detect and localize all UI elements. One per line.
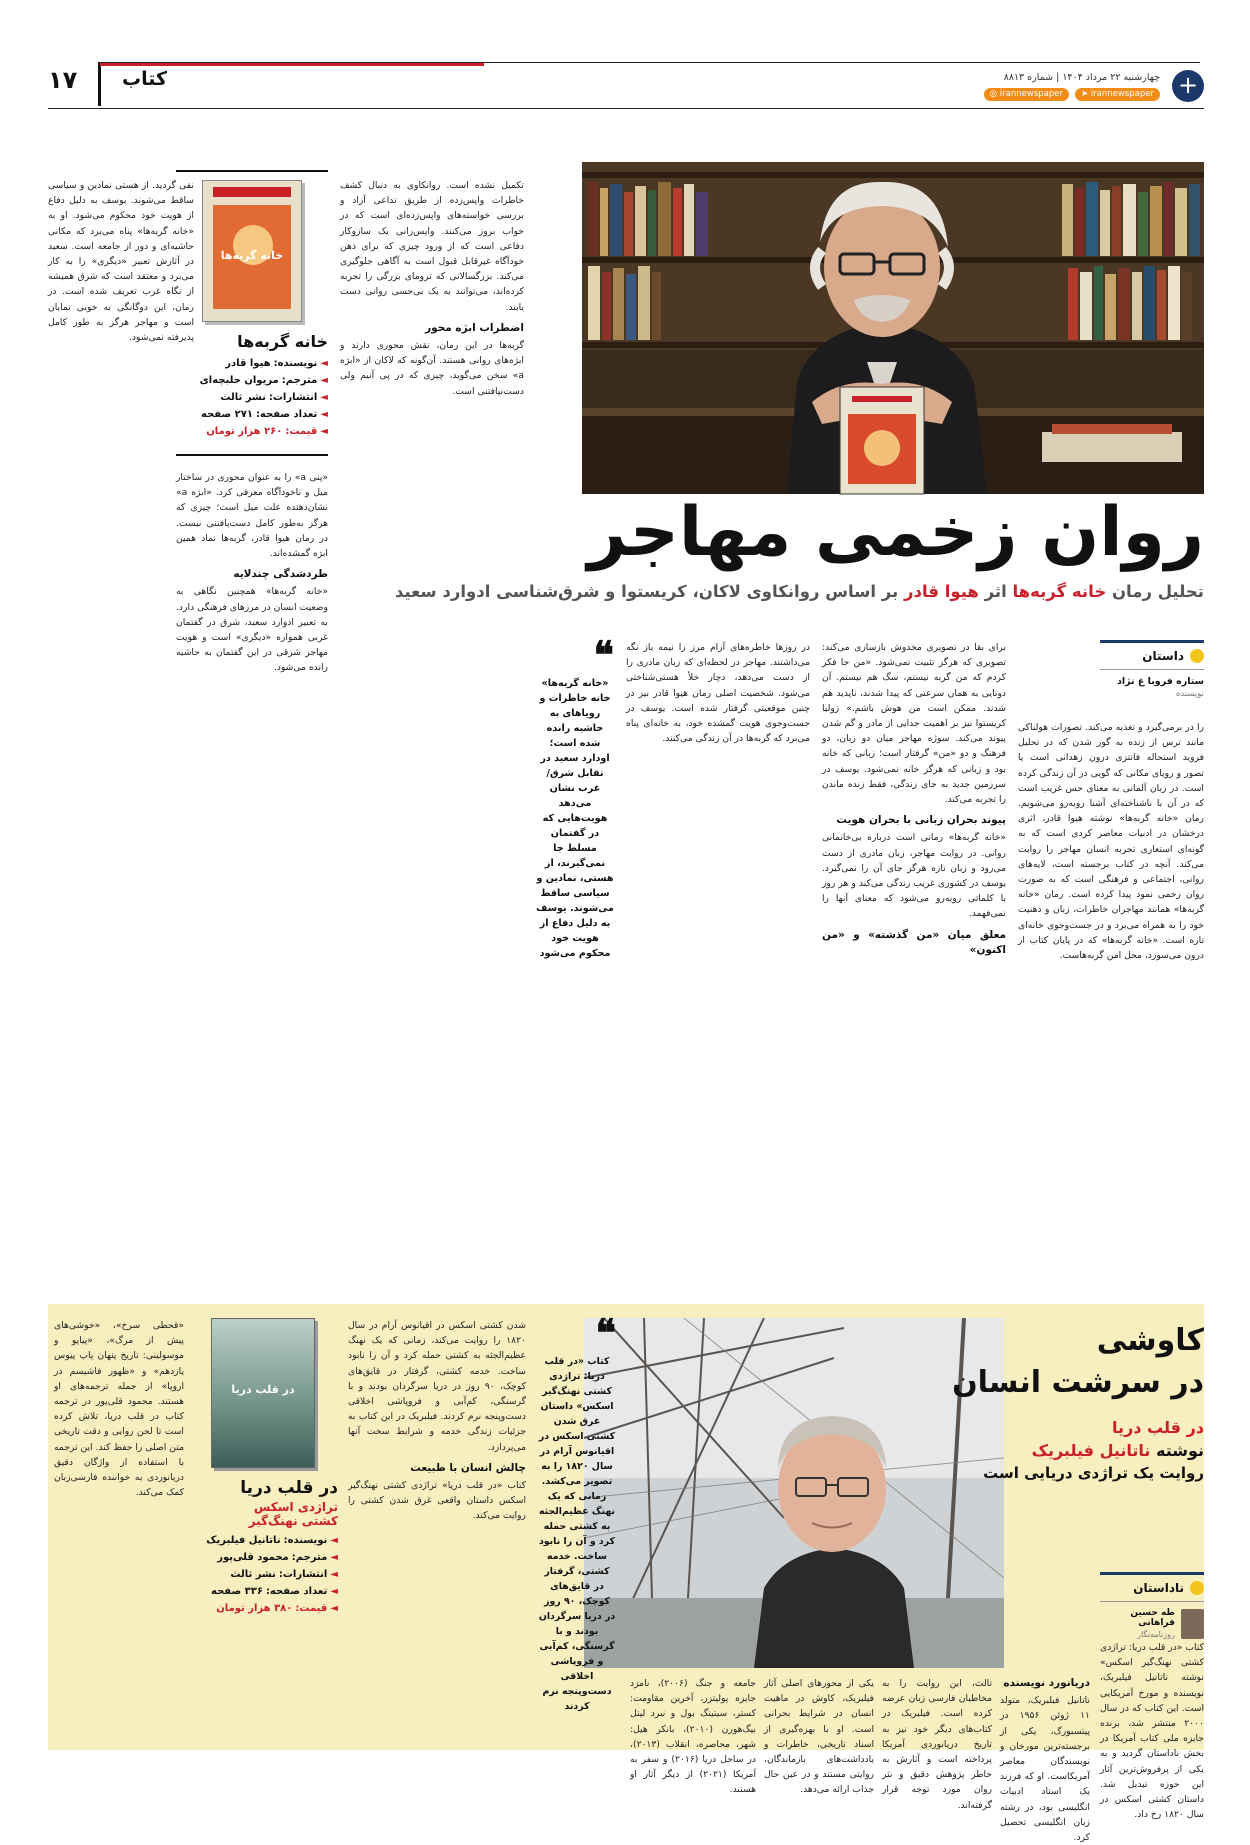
paragraph: در روزها خاطره‌های آرام مرز را نیمه باز نگه می‌داشتند. مهاجر در لحظه‌ای که زبان مادری را از دست می‌دهد، دچار خلأ هستی‌شناختی می‌شود. شخصیت اصلی رمان هیوا قادر نیز در چنین موقعیتی گرفتار شده است. یوسف در جست‌وجوی هویت گمشده خود، به خانه‌ای پناه می‌برد که گربه‌ها در آن زندگی می‌کنند.: [626, 642, 810, 745]
headline-line-2: در سرشت انسان: [952, 1365, 1204, 1400]
article2-column-3: [764, 1676, 874, 1796]
article-title: روان زخمی مهاجر: [587, 493, 1204, 572]
telegram-icon: ➤: [1080, 89, 1089, 99]
deck-book-name: در قلب دریا: [1112, 1418, 1204, 1437]
book-details: ◄ نویسنده: ناتانیل فیلبریک ◄ مترجم: محمود قلی‌پور ◄ انتشارات: نشر ثالث ◄ تعداد صفحه: ۳۳۶ صفحه ◄ قیمت: ۳۸۰ هزار تومان: [206, 1535, 338, 1614]
book-info-box: [176, 170, 328, 456]
subheading: معلق میان «من گذشته» و «من اکنون»: [822, 928, 1006, 956]
cover-title: خانه گربه‌ها: [220, 249, 284, 262]
paragraph: جامعه و جنگ (۲۰۰۶)، نامزد جایزه پولیتزر، آخرین مقاومت: کستر، سیتینگ بول و نبرد لیتل بیگ‌هورن (۲۰۱۰)، بانکر هیل: شهر، محاصره، انقلاب (۲۰۱۳)، در ساحل دریا (۲۰۱۶) و سفر به آمریکا (۲۰۲۱) از دیگر آثار او هستند.: [630, 1678, 756, 1796]
author-photo-philbrick: [584, 1318, 1004, 1668]
pull-quote-text: کتاب «در قلب دریا: تراژدی کشتی نهنگ‌گیر اسکس» داستان غرق شدن کشتی اسکس در اقیانوس آرام در سال ۱۸۲۰ را به تصویر می‌کشد. زمانی که یک نهنگ عظیم‌الجثه به کشتی حمله کرد و آن را نابود ساخت. خدمه کشتی، گرفتار در قایق‌های کوچک، ۹۰ روز در دریا سرگردان بودند و با گرسنگی، کم‌آبی و فروپاشی اخلاقی دست‌وپنجه نرم کردند: [538, 1356, 616, 1712]
paragraph: تالث، این روایت را به مخاطبان فارسی زبان عرضه کرده است. فیلبریک در کتاب‌های دیگر خود نیز به تاریخ دریانوردی آمریکا پرداخته است و آثارش به خاطر پژوهش دقیق و نثر روان مورد توجه قرار گرفته‌اند.: [882, 1678, 992, 1811]
social-badge[interactable]: [1075, 88, 1160, 101]
article2-column-2: [882, 1676, 992, 1811]
category-box: [1100, 640, 1204, 699]
cover-title: در قلب دریا: [231, 1383, 295, 1396]
header-top-rule: [100, 62, 1200, 63]
article1-column-3: [626, 640, 810, 1272]
deck-description: روایت یک تراژدی دریایی است: [983, 1464, 1204, 1482]
paragraph: گربه‌ها در این رمان، نقش محوری دارند و ابژه‌های روانی هستند. آن‌گونه که لاکان از «ابژه a» سخن می‌گوید، چیزی که در پی آنیم ولی دست‌نیافتنی است.: [340, 340, 524, 397]
deck-text: نوشته: [1150, 1441, 1204, 1460]
subtitle-text: بر اساس روانکاوی لاکان، کریستوا و شرق‌شناسی ادوارد سعید: [394, 582, 904, 601]
paragraph: کتاب «در قلب دریا: تراژدی کشتی نهنگ‌گیر اسکس» نوشته ناتانیل فیلبریک، نویسنده و مورخ آمریکایی است. این کتاب که در سال ۲۰۰۰ منتشر شد، برنده جایزه ملی کتاب آمریکا در بخش ناداستان گردید و به یکی از پرفروش‌ترین آثار این حوزه تبدیل شد. داستان کشتی اسکس در سال ۱۸۲۰ رخ داد.: [1100, 1642, 1204, 1821]
category-dot: [1190, 649, 1204, 663]
ship-rigging-scene: [584, 1318, 1004, 1668]
subtitle-text: اثر: [978, 582, 1013, 601]
byline-name: طه حسین فراهانی: [1130, 1608, 1175, 1628]
page-header: [48, 62, 1204, 112]
article1-column-1-top: [1018, 640, 1090, 718]
quote-icon: ❝: [595, 1310, 616, 1355]
subheading: اضطراب ابژه محور: [425, 321, 524, 334]
cover-band: [213, 187, 291, 197]
article2-column-6: [54, 1318, 184, 1746]
book-cover: [202, 180, 302, 322]
social-badge[interactable]: [984, 88, 1069, 101]
section-title: کتاب: [122, 68, 168, 90]
deck-author: [1014, 1441, 1204, 1460]
paragraph: برای بقا در تصویری مخدوش بازسازی می‌کند: تصویری که هرگز تثبیت نمی‌شود. «من جا فکر کردم که من گربه نیستم، سگ هم نیستم. آن دوتایی به همان سرعتی که پیدا شدند، ناپدید هم شدند. ممکن است من هوش باشم.» زولیا کریستوا نیز بر اهمیت جدایی از مادر و گم شدن پیوند می‌کند. سوژه مهاجر میان دو زبان، دو فرهنگ و دو «من» گرفتار است؛ زبانی که خانه بود و زبانی که هرگز خانه نمی‌شود. یوسف در سرزمین جدید به جای زندگی، فقط زنده ماندن را تجربه می‌کند.: [822, 642, 1006, 806]
book-details: ◄ نویسنده: هیوا قادر ◄ مترجم: مریوان حلبچه‌ای ◄ انتشارات: نشر ثالث ◄ تعداد صفحه: ۲۷۱ صفحه ◄ قیمت: ۲۶۰ هزار تومان: [199, 358, 328, 437]
subtitle-author-name: هیوا قادر: [903, 582, 979, 601]
header-bottom-rule: [48, 108, 1204, 109]
book-title: در قلب دریا: [240, 1478, 338, 1498]
author-photo-hiwa-qader: [582, 162, 1204, 494]
paragraph: شدن کشتی اسکس در اقیانوس آرام در سال ۱۸۲۰ را روایت می‌کند، زمانی که یک نهنگ عظیم‌الجثه به کشتی حمله کرد و آن را نابود ساخت. خدمه کشتی، گرفتار در قایق‌های کوچک، ۹۰ روز در دریا سرگردان بودند و با گرسنگی، کم‌آبی و فروپاشی اخلاقی دست‌وپنجه نرم کردند. فیلبریک در این کتاب به جزئیات زندگی خدمه و شرایط سخت آنها می‌پردازد.: [348, 1320, 526, 1453]
paragraph: «پنی a» را به عنوان محوری در ساختار میل و ناخودآگاه معرفی کرد. «ابژه a» نشان‌دهنده علت میل است؛ چیزی که هرگز به‌طور کامل دست‌یافتنی نیست. در رمان هیوا قادر، گربه‌ها نماد همین ابژه گمشده‌اند.: [176, 472, 328, 560]
article1-column-1: [1018, 720, 1204, 1272]
social-handle: irannewspaper: [999, 89, 1063, 99]
section-divider: [98, 62, 101, 106]
book-title: خانه گربه‌ها: [237, 332, 328, 351]
held-book-cover: [840, 387, 924, 494]
pull-quote-text: «خانه گربه‌ها» خانه خاطرات و رویاهای به حاشیه رانده شده است؛ اودارد سعید در تقابل شرق/غرب نشان می‌دهد هویت‌هایی که در گفتمان مسلط جا نمی‌گیرند، از هستی، نمادین و سیاسی ساقط می‌شوند. یوسف به دلیل دفاع از هویت خود محکوم می‌شود: [536, 678, 614, 959]
article1-column-2: [822, 640, 1006, 1272]
category-label: ناداستان: [1133, 1581, 1184, 1595]
byline-role: روزنامه‌نگار: [1137, 1630, 1175, 1639]
headline-line-1: کاوشی: [1096, 1323, 1204, 1358]
book-cover: [211, 1318, 315, 1468]
bookshelf-scene: [582, 162, 1204, 494]
paragraph: «خانه گربه‌ها» همچنین نگاهی به وضعیت انسان در مرزهای فرهنگی دارد. به تعبیر ادوارد سعید، شرق در گفتمان غربی همواره «دیگری» است و هویت مهاجر شرقی در این گفتمان به حاشیه رانده می‌شود.: [176, 586, 328, 674]
page-number: ۱۷: [48, 66, 78, 94]
paragraph: یکی از محورهای اصلی آثار فیلبریک، کاوش در ماهیت انسان در شرایط بحرانی است. او با بهره‌گیری از اسناد تاریخی، خاطرات و یادداشت‌های بازماندگان، روایتی مستند و در عین حال جذاب ارائه می‌دهد.: [764, 1678, 874, 1796]
book-info-box-2: [188, 1318, 338, 1614]
article2-headline: [952, 1320, 1204, 1482]
category-box-2: [1100, 1572, 1204, 1639]
paragraph: را در برمی‌گیرد و تغذیه می‌کند. تصورات هولناکی مانند ترس از زنده به گور شدن که در تحلیل فروید استحاله فانتزی درون زهدانی است یا تصور و رویای مکانی که گویی در آن زندگی کرده است. در زبان آلمانی به معنای حس غریب است که در آن با ناشناخته‌ای آشنا روبه‌رو می‌شویم. رمان «خانه گربه‌ها» نوشته هیوا قادر، اثری درخشان در ادبیات معاصر کردی است که به گونه‌ای استعاری تجربه انسان مهاجر را روایت می‌کند. آنچه در کتاب برجسته است، لایه‌های روانی، اجتماعی و فرهنگی است که به صورت روان زخمی نمود پیدا کرده است. رمان «خانه گربه‌ها» همانند مهاجران خاطرات، زبان و ذهنیت خود را به همراه می‌برد و در جست‌وجوی خانه‌ای تازه است. «خانه گربه‌ها» که در پایان کتاب از درون می‌سوزد، محل امن گربه‌هاست.: [1018, 722, 1204, 962]
article1-column-5: [176, 470, 328, 1272]
book-subtitle-2: کشتی نهنگ‌گیر: [248, 1514, 338, 1528]
subheading: دریانورد نویسنده: [1003, 1677, 1090, 1689]
paragraph: کتاب «در قلب دریا» تراژدی کشتی نهنگ‌گیر اسکس داستان واقعی غرق شدن کشتی را روایت می‌کند.: [348, 1480, 526, 1522]
article2-column-5: [348, 1318, 526, 1746]
category-label: داستان: [1142, 649, 1184, 663]
pull-quote-2: [538, 1310, 616, 1754]
subtitle-book-name: خانه گربه‌ها: [1012, 582, 1107, 601]
subheading: چالش انسان با طبیعت: [410, 1461, 526, 1474]
paragraph: تکمیل نشده است. روانکاوی به دنبال کشف خاطرات واپس‌زده از طریق تداعی آزاد و بررسی خواسته‌های واپس‌زده‌ای است که در خواب بروز می‌کنند. واپس‌رانی یک سازوکار دفاعی است که از ورود چیزی که برای ذهن خودآگاه غیرقابل قبول است به آگاهی جلوگیری می‌کند. بزرگسالانی که ترومای بزرگی را تجربه کرده‌اند، می‌توانند به یک بی‌حسی روانی دست یابند.: [340, 180, 524, 313]
instagram-icon: ◎: [989, 89, 998, 99]
article1-column-4: [340, 178, 524, 1272]
article2-column-1b: [1000, 1676, 1090, 1844]
byline-name: ستاره فروبا غ نژاد: [1116, 676, 1204, 687]
subheading: طردشدگی چندلایه: [233, 568, 328, 581]
article1-column-6: [48, 178, 194, 1272]
byline-role: نویسنده: [1175, 689, 1204, 699]
avatar: [1181, 1609, 1204, 1639]
paragraph: «قحطی سرخ»، «خوشی‌های پیش از مرگ»، «پیاپو و موسولینی: تاریخ پنهان پاپ پیوس یازدهم» و «ظهور فاشیسم در اروپا» از جمله ترجمه‌های او هستند. محمود قلی‌پور در ترجمه کتاب در قلب دریا، تلاش کرده است تا لحن روایی و دقت تاریخی متن اصلی را حفظ کند. این ترجمه با استفاده از واژگان دقیق دریانوردی به خواننده فارسی‌زبان کمک می‌کند.: [54, 1320, 184, 1499]
pull-quote: [536, 632, 614, 1106]
paragraph: «خانه گربه‌ها» رمانی است درباره بی‌خانمانی روانی. در روایت مهاجر، زبان مادری از دست می‌رود و زبان تازه هرگز جای آن را نمی‌گیرد. یوسف در کشوری غریب زندگی می‌کند و هر روز با کلماتی روبه‌رو می‌شود که معنای آنها را نمی‌فهمد.: [822, 832, 1006, 920]
book-subtitle: تراژدی اسکس: [253, 1500, 338, 1514]
paragraph: نفی گردید. از هستی نمادین و سیاسی ساقط می‌شوند. یوسف به دلیل دفاع از هویت خود محکوم می‌شود. او به «خانه گربه‌ها» پناه می‌برد که مکانی حاشیه‌ای و دور از جامعه است. سعید در آثارش تعبیر «دیگری» را به کار می‌برد و معتقد است که شرق همیشه از نگاه غرب تعریف شده است. در رمان، این دوگانگی به خوبی نمایان است و مهاجر هرگز به طور کامل پذیرفته نمی‌شود.: [48, 180, 194, 344]
subtitle-text: تحلیل رمان: [1106, 582, 1204, 601]
social-handles: [984, 88, 1160, 101]
article2-column-4: [630, 1676, 756, 1796]
subheading: پیوند بحران زبانی با بحران هویت: [836, 814, 1006, 827]
deck-author-name: ناتانیل فیلبریک: [1031, 1441, 1151, 1460]
paragraph: ناتانیل فیلبریک، متولد ۱۱ ژوئن ۱۹۵۶ در پیتسبورگ، یکی از برجسته‌ترین مورخان و نویسندگان معاصر آمریکاست. او که فرزند یک استاد ادبیات انگلیسی بود، در رشته زبان انگلیسی تحصیل کرد.: [1000, 1695, 1090, 1844]
quote-icon: ❝: [593, 632, 614, 677]
social-handle: irannewspaper: [1090, 89, 1154, 99]
date-line: چهارشنبه ۲۲ مرداد ۱۴۰۴ | شماره ۸۸۱۳: [1003, 72, 1160, 83]
menu-plus-button[interactable]: +: [1172, 70, 1204, 102]
category-dot: [1190, 1581, 1204, 1595]
article2-column-1: [1100, 1640, 1204, 1821]
